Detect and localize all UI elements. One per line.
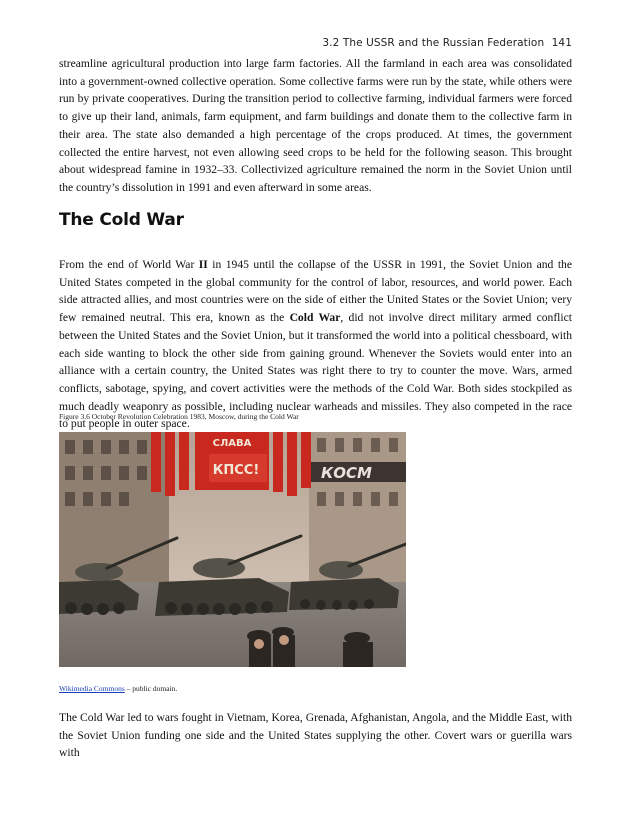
text-run: in 1945 until the collapse of the USSR in 1991, the Soviet Union and the United States competed in the global community for the control of labor, resources, and world power. Each side attracted allies, and most countries were on the side of either the United States or the Soviet Union; very few remained neutral. This era, known as the <box>59 258 572 325</box>
paragraph-cold-war-intro <box>59 256 572 433</box>
credit-license: – public domain. <box>124 684 178 693</box>
paragraph-collectivization: streamline agricultural production into large farm factories. All the farmland in each area was consolidated into a government-owned collective operation. Some collective farms were run by the state, while others were run by private cooperatives. During the transition period to collective farming, individual farmers were forced to give up their land, animals, farm equipment, and farm buildings and donate them to the collective farm in their area. The state also demanded a high percentage of the crops produced. At times, the government collected the entire harvest, not even allowing seed crops to be held for the following season. This brought about widespread famine in 1932–33. Collectivized agriculture remained the norm in the Soviet Union until the country’s dissolution in 1991 and even afterward in some areas. <box>59 57 572 194</box>
roman-numeral: II <box>198 258 208 271</box>
paragraph-cold-war-conflicts: The Cold War led to wars fought in Vietnam, Korea, Grenada, Afghanistan, Angola, and the Middle East, with the Soviet Union funding one side and the United States supplying the other. Covert wars or guerilla wars with <box>59 711 572 760</box>
wikimedia-commons-link[interactable]: Wikimedia Commons <box>59 684 125 693</box>
building-sign: КОСМ <box>321 464 372 482</box>
parade-photo <box>59 432 406 667</box>
running-header <box>322 37 572 49</box>
key-term-cold-war: Cold War <box>289 311 341 325</box>
text-run: From the end of World War <box>59 258 199 271</box>
header-page-number: 141 <box>551 37 572 49</box>
text-run: , did not involve direct military armed conflict between the United States and the Soviet Union, but it transformed the world into a political chessboard, with each side wanting to block the other side from gaining ground. Whenever the Soviets would enter into an alliance with a certain country, the United States was right there to try to counter the move. Wars, armed conflicts, sabotage, spying, and covert activities were the methods of the Cold War. Both sides stockpiled as much deadly weaponry as possible, including nuclear warheads and missiles. They also competed in the race to put people in outer space. <box>59 311 572 431</box>
section-heading-cold-war: The Cold War <box>59 210 184 230</box>
image-credit <box>59 684 177 693</box>
figure-caption: Figure 3.6 October Revolution Celebration 1983, Moscow, during the Cold War <box>59 412 299 421</box>
header-section-title: 3.2 The USSR and the Russian Federation <box>322 37 545 49</box>
banner-slogan-main: КПСС! <box>212 463 260 478</box>
banner-slogan-top: СЛАВА <box>212 438 252 449</box>
parade-photo-illustration <box>59 432 406 667</box>
